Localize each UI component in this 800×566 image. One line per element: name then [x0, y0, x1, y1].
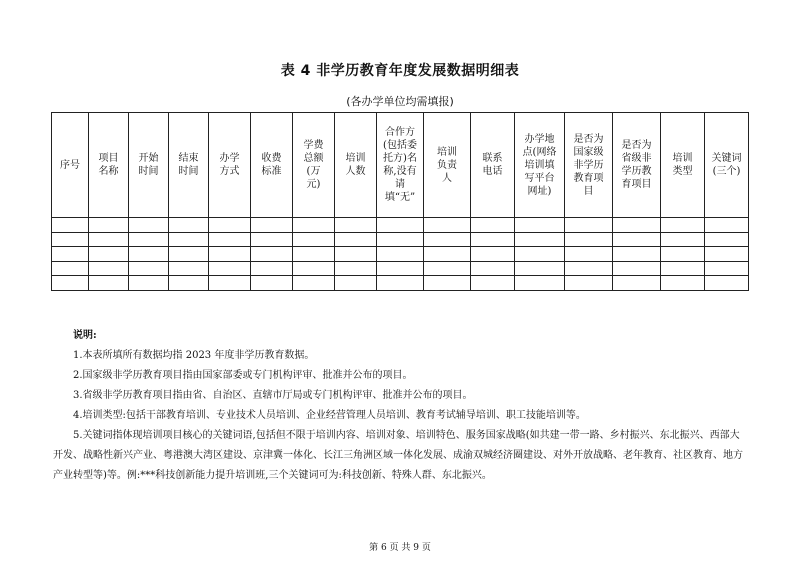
table-cell[interactable] [565, 232, 613, 247]
table-cell[interactable] [515, 232, 565, 247]
table-cell[interactable] [377, 247, 424, 262]
data-table [51, 112, 749, 291]
table-row [52, 247, 749, 262]
table-cell[interactable] [424, 276, 471, 291]
table-cell[interactable] [209, 247, 251, 262]
notes-section [53, 326, 748, 486]
table-row [52, 232, 749, 247]
table-cell[interactable] [52, 261, 89, 276]
table-cell[interactable] [209, 276, 251, 291]
table-cell[interactable] [424, 218, 471, 233]
note-item: 3.省级非学历教育项目指由省、自治区、直辖市厅局或专门机构评审、批准并公布的项目。 [73, 390, 473, 401]
header-cell: 是否为国家级非学历教育项目 [565, 113, 613, 218]
table-cell[interactable] [335, 232, 377, 247]
header-cell: 培训人数 [335, 113, 377, 218]
table-cell[interactable] [335, 276, 377, 291]
table-cell[interactable] [705, 276, 749, 291]
table-cell[interactable] [89, 218, 129, 233]
notes-label: 说明: [73, 330, 97, 341]
table-cell[interactable] [424, 247, 471, 262]
table-cell[interactable] [613, 276, 661, 291]
table-cell[interactable] [52, 218, 89, 233]
table-cell[interactable] [129, 261, 169, 276]
table-cell[interactable] [515, 276, 565, 291]
table-cell[interactable] [335, 261, 377, 276]
table-cell[interactable] [129, 218, 169, 233]
header-cell: 结束时间 [169, 113, 209, 218]
note-item: 2.国家级非学历教育项目指由国家部委或专门机构评审、批准并公布的项目。 [73, 370, 413, 381]
table-cell[interactable] [705, 218, 749, 233]
header-row [52, 113, 749, 218]
table-cell[interactable] [705, 247, 749, 262]
table-cell[interactable] [251, 276, 293, 291]
table-cell[interactable] [129, 276, 169, 291]
table-cell[interactable] [661, 232, 705, 247]
header-cell: 项目名称 [89, 113, 129, 218]
table-cell[interactable] [377, 276, 424, 291]
table-cell[interactable] [661, 276, 705, 291]
header-cell: 联系电话 [471, 113, 515, 218]
table-cell[interactable] [613, 247, 661, 262]
header-cell: 开始时间 [129, 113, 169, 218]
table-cell[interactable] [565, 218, 613, 233]
table-cell[interactable] [377, 261, 424, 276]
table-cell[interactable] [89, 276, 129, 291]
table-cell[interactable] [613, 261, 661, 276]
header-cell: 序号 [52, 113, 89, 218]
table-cell[interactable] [89, 261, 129, 276]
table-cell[interactable] [661, 261, 705, 276]
note-item: 5.关键词指体现培训项目核心的关键词语,包括但不限于培训内容、培训对象、培训特色、服务国家战略(如共建一带一路、乡村振兴、东北振兴、西部大开发、战略性新兴产业、粤港澳大湾区建设、京津冀一体化、长江三角洲区域一体化发展、成渝双城经济圈建设、对外开放战略、老年教育、社区教育、地方产业转型等)等。例:***科技创新能力提升培训班,三个关键词可为:科技创新、特殊人群、东北振兴。 [53, 430, 743, 481]
header-cell: 办学地点(网络培训填写平台网址) [515, 113, 565, 218]
page-subtitle: (各办学单位均需填报) [346, 95, 454, 108]
table-cell[interactable] [705, 261, 749, 276]
table-cell[interactable] [613, 232, 661, 247]
table-cell[interactable] [293, 247, 335, 262]
header-cell: 关键词(三个) [705, 113, 749, 218]
table-cell[interactable] [565, 247, 613, 262]
table-cell[interactable] [169, 232, 209, 247]
table-cell[interactable] [251, 247, 293, 262]
table-cell[interactable] [515, 247, 565, 262]
table-cell[interactable] [471, 261, 515, 276]
table-cell[interactable] [377, 232, 424, 247]
table-row [52, 276, 749, 291]
table-cell[interactable] [251, 232, 293, 247]
table-cell[interactable] [169, 276, 209, 291]
table-cell[interactable] [52, 247, 89, 262]
table-cell[interactable] [89, 232, 129, 247]
table-cell[interactable] [293, 261, 335, 276]
table-cell[interactable] [293, 232, 335, 247]
table-cell[interactable] [705, 232, 749, 247]
table-cell[interactable] [424, 232, 471, 247]
table-cell[interactable] [52, 276, 89, 291]
table-row [52, 261, 749, 276]
table-cell[interactable] [471, 247, 515, 262]
table-cell[interactable] [565, 261, 613, 276]
table-cell[interactable] [565, 276, 613, 291]
header-cell: 培训类型 [661, 113, 705, 218]
header-cell: 是否为省级非学历教育项目 [613, 113, 661, 218]
table-cell[interactable] [613, 218, 661, 233]
page-footer: 第 6 页 共 9 页 [369, 543, 431, 553]
page-title: 表 4 非学历教育年度发展数据明细表 [280, 63, 520, 79]
table-cell[interactable] [471, 276, 515, 291]
header-cell: 学费总额(万元) [293, 113, 335, 218]
note-item: 4.培训类型:包括干部教育培训、专业技术人员培训、企业经营管理人员培训、教育考试辅导培训、职工技能培训等。 [73, 410, 586, 421]
table-cell[interactable] [209, 218, 251, 233]
table-cell[interactable] [251, 261, 293, 276]
table-cell[interactable] [52, 232, 89, 247]
table-cell[interactable] [251, 218, 293, 233]
table-cell[interactable] [471, 232, 515, 247]
table-row [52, 218, 749, 233]
table-cell[interactable] [129, 247, 169, 262]
table-cell[interactable] [335, 218, 377, 233]
table-cell[interactable] [424, 261, 471, 276]
header-cell: 培训负责人 [424, 113, 471, 218]
header-cell: 合作方(包括委托方)名称,没有请填“无” [377, 113, 424, 218]
table-cell[interactable] [515, 218, 565, 233]
table-cell[interactable] [471, 218, 515, 233]
table-cell[interactable] [169, 247, 209, 262]
note-item: 1.本表所填所有数据均指 2023 年度非学历教育数据。 [73, 350, 315, 361]
table-cell[interactable] [169, 261, 209, 276]
table-cell[interactable] [335, 247, 377, 262]
header-cell: 收费标准 [251, 113, 293, 218]
table-cell[interactable] [169, 218, 209, 233]
table-cell[interactable] [129, 232, 169, 247]
table-cell[interactable] [209, 232, 251, 247]
table-cell[interactable] [293, 218, 335, 233]
table-cell[interactable] [515, 261, 565, 276]
table-cell[interactable] [89, 247, 129, 262]
header-cell: 办学方式 [209, 113, 251, 218]
table-cell[interactable] [293, 276, 335, 291]
table-cell[interactable] [661, 247, 705, 262]
table-cell[interactable] [661, 218, 705, 233]
table-cell[interactable] [377, 218, 424, 233]
table-cell[interactable] [209, 261, 251, 276]
